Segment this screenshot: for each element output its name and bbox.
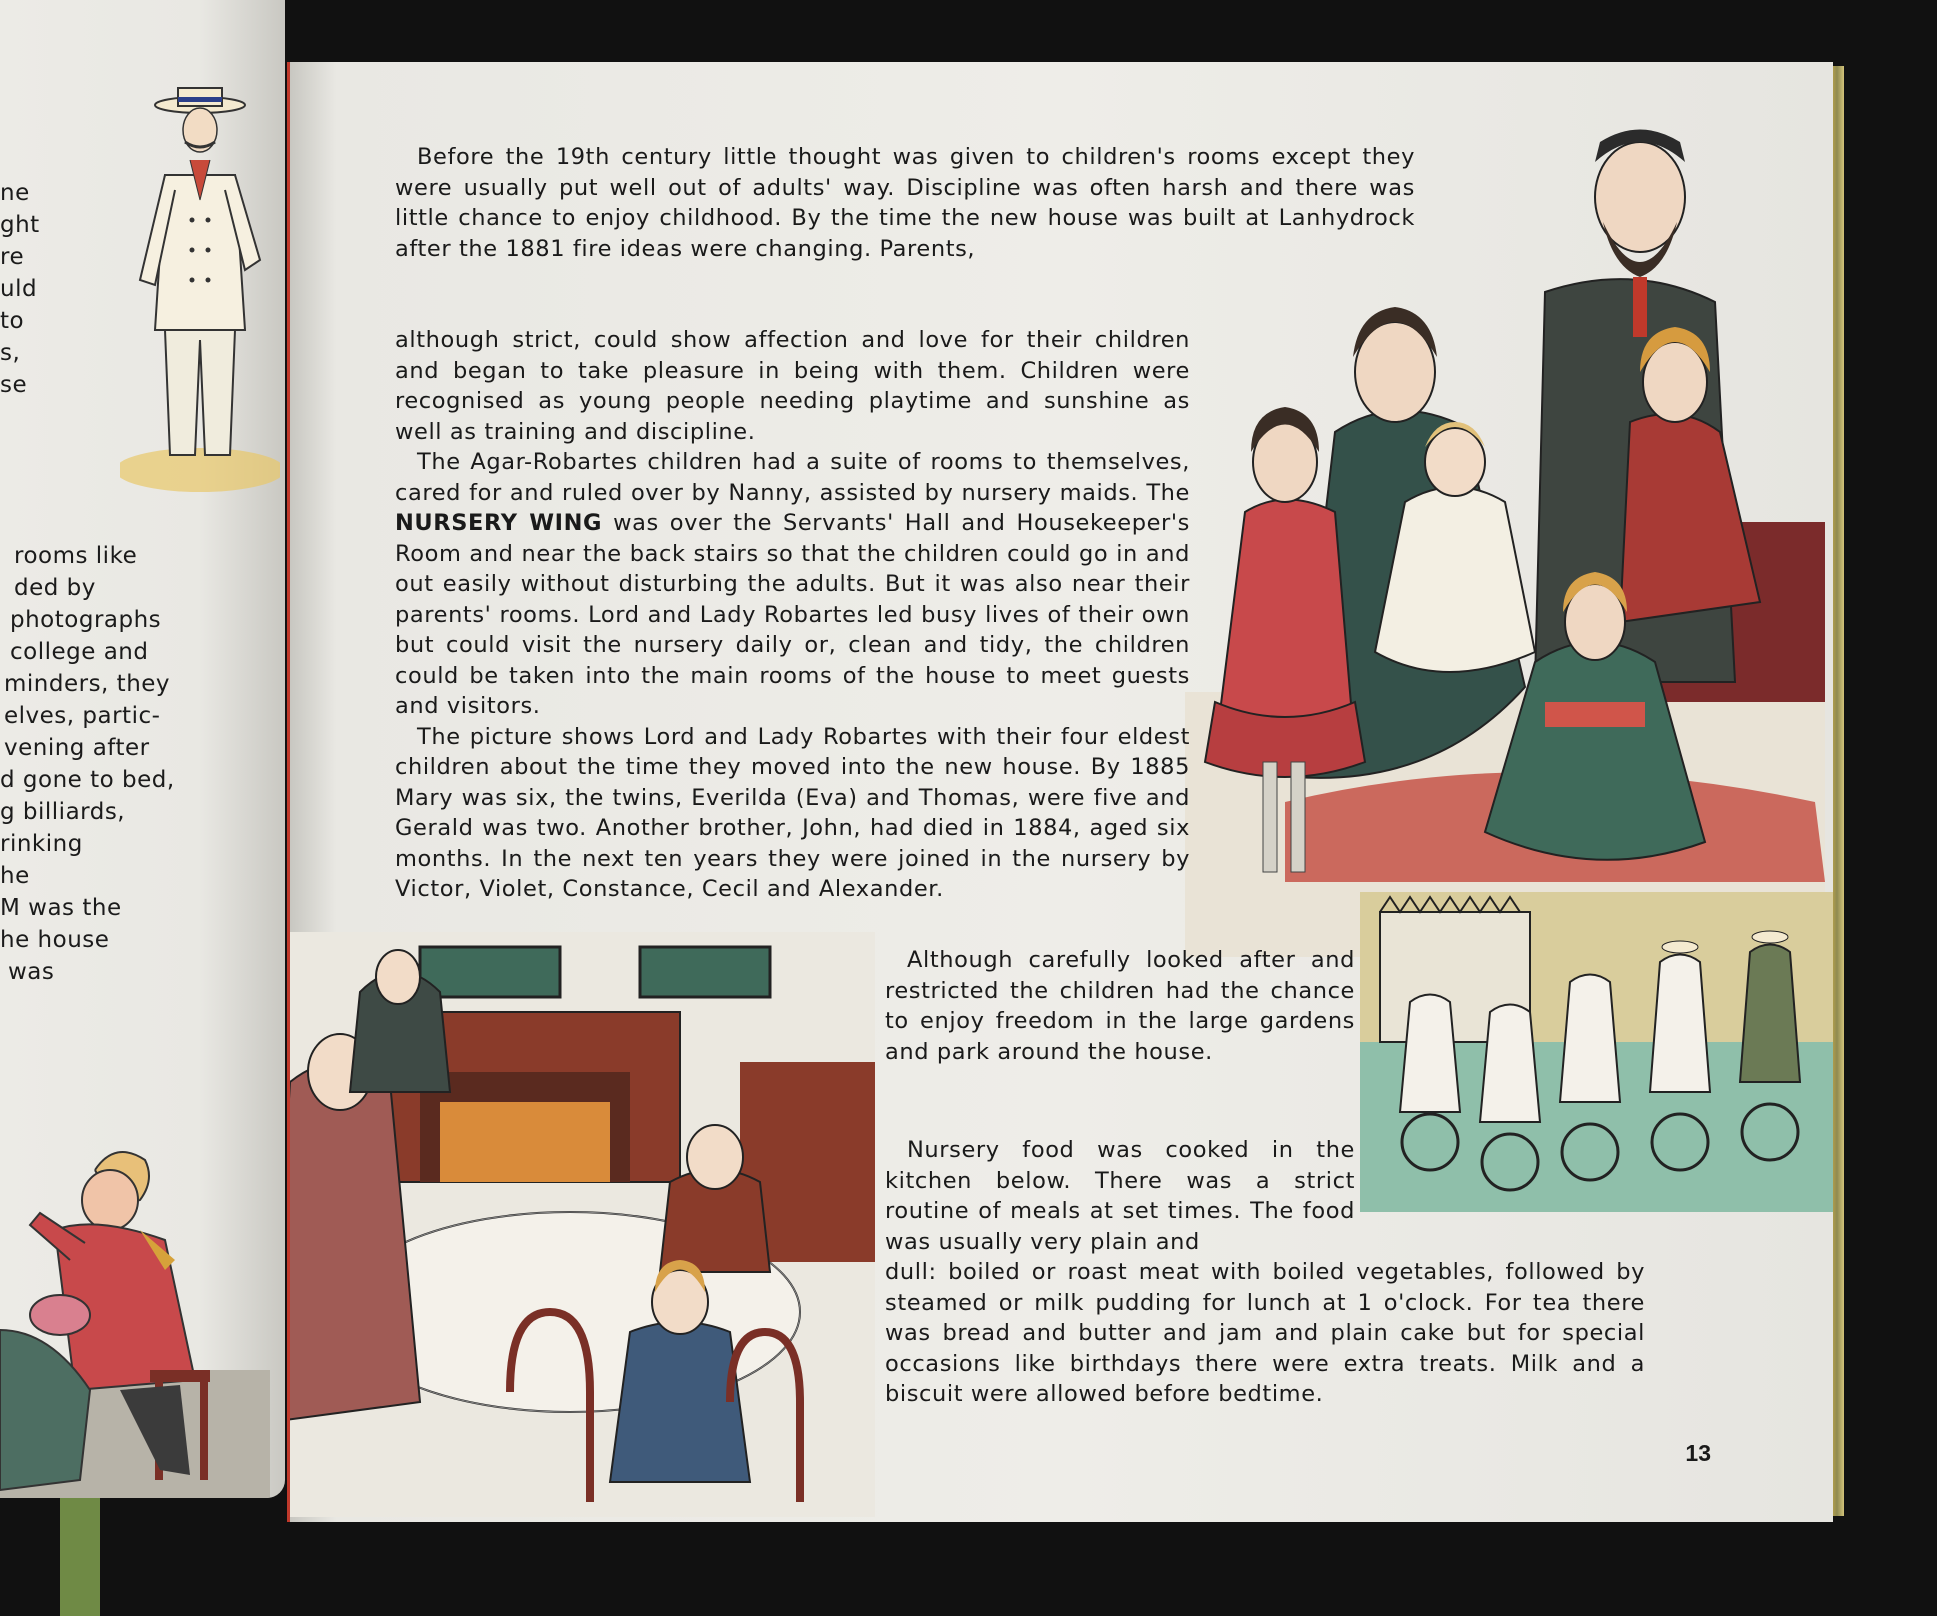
left-text-line: rooms like bbox=[14, 543, 138, 569]
left-text-line: to bbox=[0, 308, 25, 334]
body-paragraphs bbox=[395, 325, 1190, 905]
food-paragraph-text-continued: dull: boiled or roast meat with boiled vegetables, followed by steamed or milk pudding for lunch at 1 o'clock. For tea there was bread and butter and jam and plain cake but for special occasions like birthdays there were extra treats. Milk and a biscuit were allowed before bedtime. bbox=[885, 1259, 1645, 1407]
nursery-wing-heading: NURSERY WING bbox=[395, 510, 603, 536]
left-text-line: photographs bbox=[10, 607, 162, 633]
gardens-paragraph bbox=[885, 945, 1355, 1067]
left-text-line: was bbox=[8, 959, 55, 985]
nursery-wing-text-a: The Agar-Robartes children had a suite of rooms to themselves, cared for and ruled over by Nanny, assisted by nursery maids. The bbox=[395, 449, 1190, 506]
left-text-line: vening after bbox=[4, 735, 150, 761]
nursery-wing-text-b: was over the Servants' Hall and Housekeeper's Room and near the back stairs so that the children could go in and out easily without disturbing the adults. But it was also near their parents' rooms. Lord and Lady Robartes led busy lives of their own but could visit the nursery daily or, clean and tidy, the children could be taken into the main rooms of the house to meet guests and visitors. bbox=[395, 510, 1190, 719]
left-text-line: M was the bbox=[0, 895, 122, 921]
left-text-line: rinking bbox=[0, 831, 83, 857]
left-text-line: college and bbox=[10, 639, 149, 665]
picture-caption-paragraph: The picture shows Lord and Lady Robartes with their four eldest children about the time they moved into the new house. By 1885 Mary was six, the twins, Everilda (Eva) and Thomas, were five and Gerald was two. Another brother, John, had died in 1884, aged six months. In the next ten years they were joined in the nursery by Victor, Violet, Constance, Cecil and Alexander. bbox=[395, 723, 1190, 902]
left-text-line: elves, partic- bbox=[4, 703, 161, 729]
left-text-line: d gone to bed, bbox=[0, 767, 175, 793]
gardens-paragraph-text: Although carefully looked after and restricted the children had the chance to enjoy freedom in the large gardens and park around the house. bbox=[885, 947, 1355, 1065]
gentleman-illustration bbox=[120, 80, 280, 500]
page-number: 13 bbox=[1685, 1440, 1711, 1466]
left-text-line: he house bbox=[0, 927, 110, 953]
left-text-line: ded by bbox=[14, 575, 96, 601]
intro-paragraph bbox=[395, 142, 1415, 264]
left-text-line: se bbox=[0, 372, 28, 398]
left-text-line: he bbox=[0, 863, 30, 889]
nursery-wing-paragraph bbox=[395, 447, 1190, 722]
intro-paragraph-continued: although strict, could show affection and love for their children and began to take pleasure in being with them. Children were recognised as young people needing playtime and sunshine as well as training and discipline. bbox=[395, 327, 1190, 445]
left-text-line: ne bbox=[0, 180, 30, 206]
food-paragraph bbox=[885, 1135, 1355, 1257]
left-text-line: g billiards, bbox=[0, 799, 126, 825]
nursery-tea-illustration bbox=[287, 932, 875, 1517]
smoking-man-illustration bbox=[0, 1090, 270, 1498]
cycling-children-illustration bbox=[1360, 892, 1833, 1212]
food-paragraph-continued bbox=[885, 1257, 1645, 1410]
food-paragraph-text: Nursery food was cooked in the kitchen below. There was a strict routine of meals at set times. The food was usually very plain and bbox=[885, 1137, 1355, 1255]
left-page bbox=[0, 0, 285, 1498]
left-text-line: ght bbox=[0, 212, 40, 238]
intro-paragraph-text: Before the 19th century little thought was given to children's rooms except they were usually put well out of adults' way. Discipline was often harsh and there was little chance to enjoy childhood. By the time the new house was built at Lanhydrock after the 1881 fire ideas were changing. Parents, bbox=[395, 144, 1415, 262]
right-page bbox=[287, 62, 1833, 1522]
left-text-line: re bbox=[0, 244, 25, 270]
left-text-line: minders, they bbox=[4, 671, 171, 697]
left-text-line: s, bbox=[0, 340, 21, 366]
left-text-line: uld bbox=[0, 276, 38, 302]
